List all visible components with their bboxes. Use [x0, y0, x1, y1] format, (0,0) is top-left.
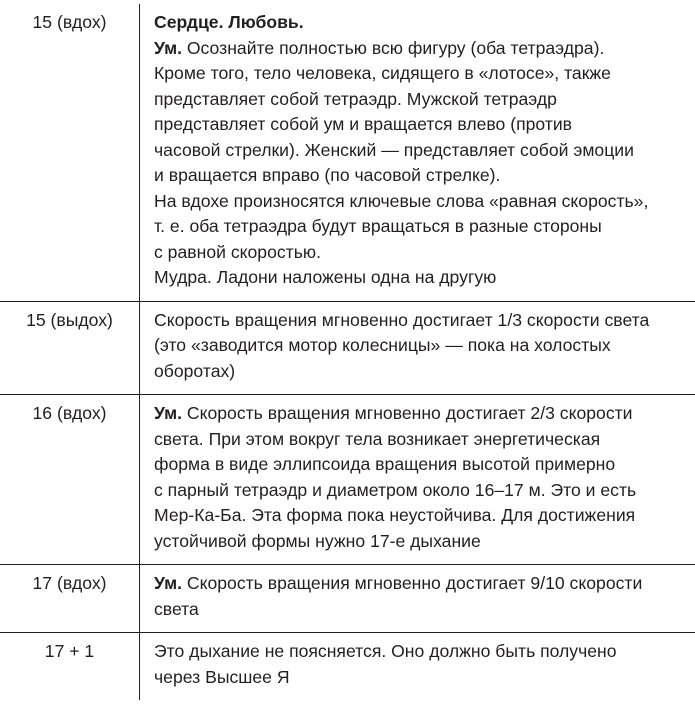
- description-line: [154, 214, 695, 240]
- description-line: [154, 240, 695, 266]
- breath-cell: [0, 633, 140, 701]
- description-line: [154, 36, 695, 62]
- breath-label: 17 + 1: [44, 641, 95, 661]
- table-row: [0, 4, 695, 301]
- description-line: [154, 138, 695, 164]
- description-line: [154, 571, 695, 597]
- text-segment: представляет собой тетраэдр. Мужской тетраэдр: [154, 88, 557, 109]
- description-line: [154, 333, 695, 359]
- text-segment: часовой стрелки). Женский — представляет собой эмоции: [154, 139, 634, 160]
- description-text: [154, 633, 695, 700]
- bold-term: Сердце. Любовь.: [154, 12, 304, 32]
- description-line: [154, 597, 695, 623]
- description-cell: [140, 633, 695, 701]
- description-line: [154, 359, 695, 385]
- description-line: [154, 452, 695, 478]
- description-cell: [140, 395, 695, 565]
- breath-label: 17 (вдох): [32, 573, 107, 593]
- bold-term: Ум.: [154, 37, 182, 58]
- description-line: [154, 478, 695, 504]
- description-text: [154, 395, 695, 564]
- text-segment: Скорость вращения мгновенно достигает 1/3 скорости света: [154, 309, 650, 330]
- table-body: [0, 4, 695, 700]
- text-segment: Скорость вращения мгновенно достигает 2/3 скорости: [181, 403, 633, 423]
- text-segment: устойчивой формы нужно 17-е дыхание: [154, 530, 481, 551]
- description-line: [154, 112, 695, 138]
- bold-term: Ум.: [154, 573, 182, 593]
- description-cell: [140, 4, 695, 301]
- text-segment: через Высшее Я: [154, 666, 290, 687]
- description-line: [154, 163, 695, 189]
- description-line: [154, 61, 695, 87]
- text-segment: Кроме того, тело человека, сидящего в «лотосе», также: [154, 63, 611, 83]
- description-line: [154, 503, 695, 529]
- description-line: [154, 308, 695, 334]
- text-segment: форма в виде эллипсоида вращения высотой примерно: [154, 454, 616, 474]
- description-line: [154, 189, 695, 215]
- description-cell: [140, 301, 695, 395]
- breath-cell: [0, 565, 140, 633]
- text-segment: оборотах): [154, 360, 236, 381]
- text-segment: представляет собой ум и вращается влево (против: [154, 114, 573, 134]
- breath-cell: [0, 395, 140, 565]
- text-segment: Осознайте полностью всю фигуру (оба тетраэдра).: [181, 37, 605, 58]
- description-line: [154, 87, 695, 113]
- text-segment: Это дыхание не поясняется. Оно должно быть получено: [154, 641, 617, 661]
- text-segment: На вдохе произносятся ключевые слова «равная скорость»,: [154, 190, 649, 211]
- text-segment: света. При этом вокруг тела возникает энергетическая: [154, 428, 601, 449]
- breath-cell: [0, 4, 140, 301]
- table-row: [0, 633, 695, 701]
- description-text: [154, 302, 695, 395]
- description-line: [154, 529, 695, 555]
- description-line: [154, 427, 695, 453]
- table-row: [0, 565, 695, 633]
- breathing-table: [0, 4, 695, 700]
- description-text: [154, 4, 695, 301]
- text-segment: Скорость вращения мгновенно достигает 9/10 скорости: [181, 573, 643, 593]
- text-segment: и вращается вправо (по часовой стрелке).: [154, 165, 501, 185]
- table-row: [0, 395, 695, 565]
- table-row: [0, 301, 695, 395]
- text-segment: Мудра. Ладони наложены одна на другую: [154, 267, 497, 287]
- description-line: [154, 639, 695, 665]
- breath-label: 15 (выдох): [26, 309, 113, 330]
- breath-cell: [0, 301, 140, 395]
- description-line: [154, 265, 695, 291]
- text-segment: света: [154, 598, 199, 619]
- breath-label: 16 (вдох): [32, 403, 107, 423]
- description-line: [154, 665, 695, 691]
- breath-label: 15 (вдох): [32, 12, 107, 32]
- text-segment: Мер-Ка-Ба. Эта форма пока неустойчива. Для достижения: [154, 505, 636, 525]
- text-segment: (это «заводится мотор колесницы» — пока на холостых: [154, 335, 611, 355]
- text-segment: с равной скоростью.: [154, 241, 321, 262]
- description-line: [154, 10, 695, 36]
- text-segment: с парный тетраэдр и диаметром около 16–17 м. Это и есть: [154, 479, 637, 500]
- description-text: [154, 565, 695, 632]
- text-segment: т. е. оба тетраэдра будут вращаться в разные стороны: [154, 216, 602, 236]
- description-cell: [140, 565, 695, 633]
- description-line: [154, 401, 695, 427]
- bold-term: Ум.: [154, 403, 182, 423]
